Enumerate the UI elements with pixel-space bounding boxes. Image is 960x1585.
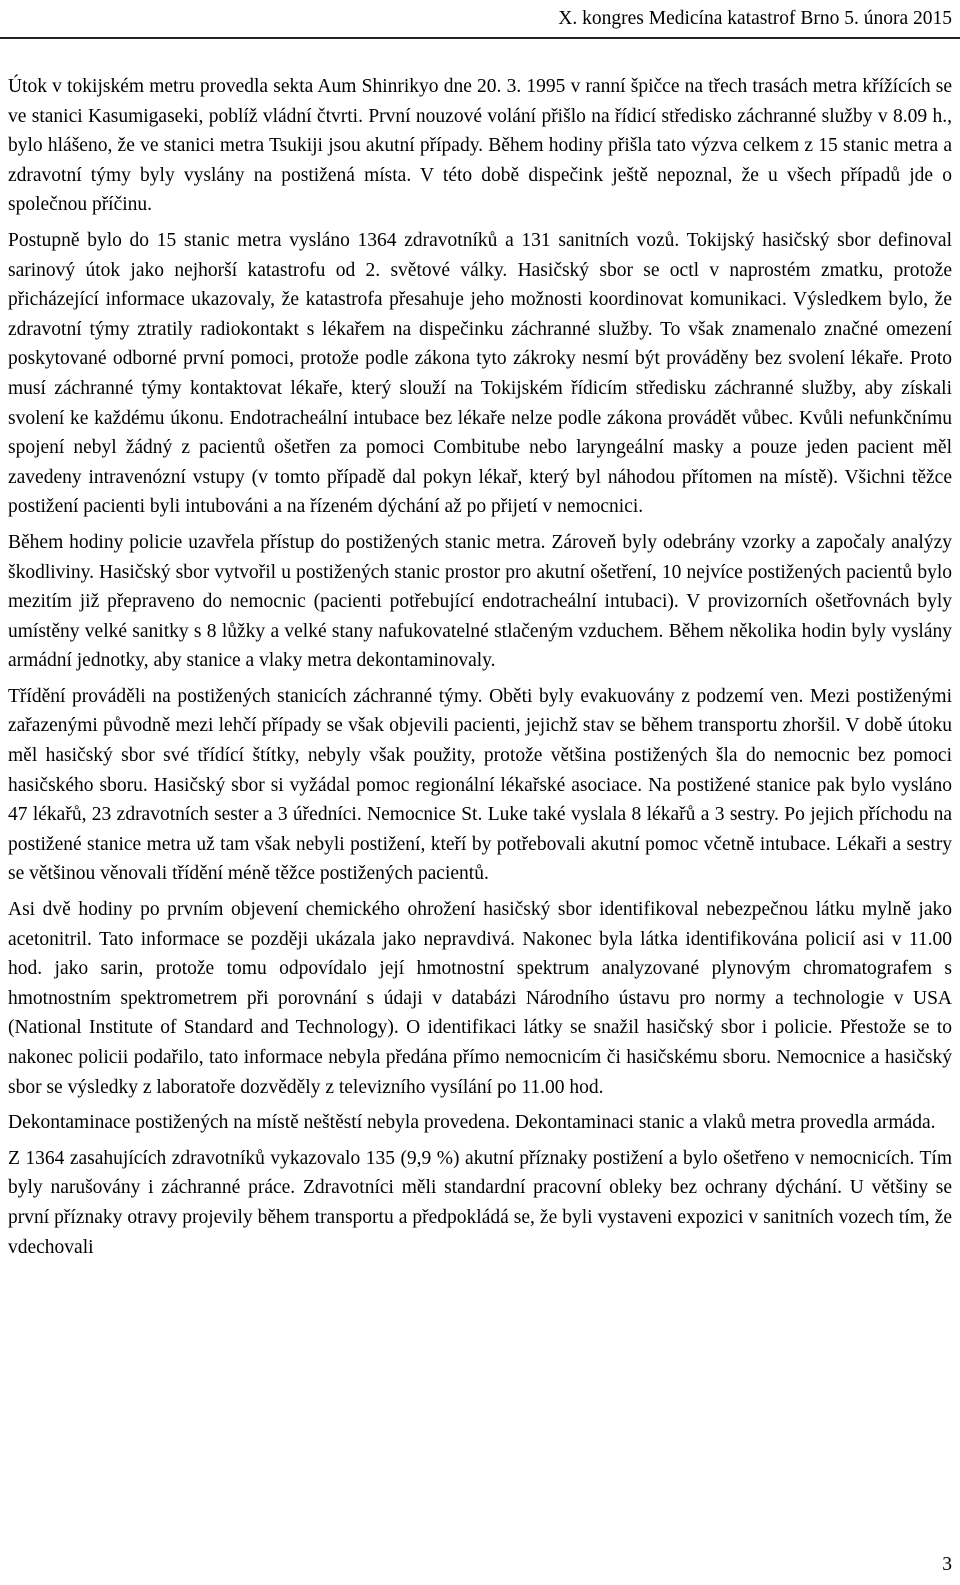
page-number: 3 [942,1554,952,1575]
paragraph-decontamination: Dekontaminace postižených na místě neštěstí nebyla provedena. Dekontaminaci stanic a vlaků metra provedla armáda. [8,1112,936,1134]
header-rule [0,37,960,39]
paragraph-police-closure: Během hodiny policie uzavřela přístup do postižených stanic metra. Zároveň byly odebrány vzorky a započaly analýzy škodliviny. Hasičský sbor vytvořil u postižených stanic prostor pro akutní ošetření, 10 nejvíce postižených pacientů bylo mezitím již přepraveno do nemocnic (pacienti potřebující endotracheální intubaci). V provizorních ošetřovnách byly umístěny velké sanitky s 8 lůžky a velké stany nafukovatelné stlačeným vzduchem. Během několika hodin byly vyslány armádní jednotky, aby stanice a vlaky metra dekontaminovaly. [8,531,952,672]
paragraph-responder-exposure: Z 1364 zasahujících zdravotníků vykazovalo 135 (9,9 %) akutní příznaky postižení a bylo ošetřeno v nemocnicích. Tím byly narušovány i záchranné práce. Zdravotníci měli standardní pracovní obleky bez ochrany dýchání. U většiny se první příznaky otravy projevily během transportu a předpokládá se, že byli vystaveni expozici v sanitních vozech tím, že vdechovali [8,1147,952,1258]
paragraph-fire-brigade-response: Postupně bylo do 15 stanic metra vysláno 1364 zdravotníků a 131 sanitních vozů. Tokijský hasičský sbor definoval sarinový útok jako nejhorší katastrofu od 2. světové války. Hasičský sbor se octl v naprostém zmatku, protože přicházející informace ukazovaly, že katastrofa přesahuje jeho možnosti koordinovat komunikaci. Výsledkem bylo, že zdravotní týmy ztratily radiokontakt s lékařem na dispečinku záchranné služby. To však znamenalo značné omezení poskytované odborné první pomoci, protože podle zákona tyto zákroky nesmí být prováděny bez svolení lékaře. Proto musí záchranné týmy kontaktovat lékaře, který slouží na Tokijském řídicím středisku záchranné služby, aby získali svolení ke každému úkonu. Endotracheální intubace bez lékaře nelze podle zákona provádět vůbec. Kvůli nefunkčnímu spojení nebyl žádný z pacientů ošetřen za pomoci Combitube nebo laryngeální masky a pouze jeden pacient měl zavedeny intravenózní vstupy (v tomto případě dal pokyn lékař, který byl náhodou přítomen na místě). Všichni těžce postižení pacienti byli intubováni a na řízeném dýchání až po přijetí v nemocnici. [8,229,952,518]
running-header: X. kongres Medicína katastrof Brno 5. února 2015 [558,8,952,29]
paragraph-substance-identification: Asi dvě hodiny po prvním objevení chemického ohrožení hasičský sbor identifikoval nebezpečnou látku mylně jako acetonitril. Tato informace se později ukázala jako nepravdivá. Nakonec byla látka identifikována policií asi v 11.00 hod. jako sarin, protože tomu odpovídalo její hmotnostní spektrum analyzované plynovým chromatografem s hmotnostním spektrometrem při porovnání s údaji v databázi Národního ústavu pro normy a technologie v USA (National Institute of Standard and Technology). O identifikaci látky se snažil hasičský sbor i policie. Přestože se to nakonec policii podařilo, tato informace nebyla předána přímo nemocnicím či hasičskému sboru. Nemocnice a hasičský sbor se výsledky z laboratoře dozvěděly z televizního vysílání po 11.00 hod. [8,899,952,1098]
paragraph-attack-overview: Útok v tokijském metru provedla sekta Aum Shinrikyo dne 20. 3. 1995 v ranní špičce na třech trasách metra křížících se ve stanici Kasumigaseki, poblíž vládní čtvrti. První nouzové volání přišlo na řídicí středisko záchranné služby v 8.09 h., bylo hlášeno, že ve stanici metra Tsukiji jsou akutní případy. Během hodiny přišla tato výzva celkem z 15 stanic metra a zdravotní týmy byly vyslány na postižená místa. V této době dispečink ještě nepoznal, že u všech případů jde o společnou příčinu. [8,76,952,216]
paragraph-triage: Třídění prováděli na postižených stanicích záchranné týmy. Oběti byly evakuovány z podzemí ven. Mezi postiženými zařazenými původně mezi lehčí případy se však objevili pacienti, jejichž stav se během transportu zhoršil. V době útoku měl hasičský sbor své třídící štítky, nebyly však použity, protože většina postižených šla do nemocnic bez pomoci hasičského sboru. Hasičský sbor si vyžádal pomoc regionální lékařské asociace. Na postižené stanice pak bylo vysláno 47 lékařů, 23 zdravotních sester a 3 úředníci. Nemocnice St. Luke také vyslala 8 lékařů a 3 sestry. Po jejich příchodu na postižené stanice metra už tam však nebyli postižení, kteří by potřebovali akutní pomoc včetně intubace. Lékaři a sestry se většinou věnovali třídění méně těžce postižených pacientů. [8,685,952,885]
body-text [8,72,952,1262]
